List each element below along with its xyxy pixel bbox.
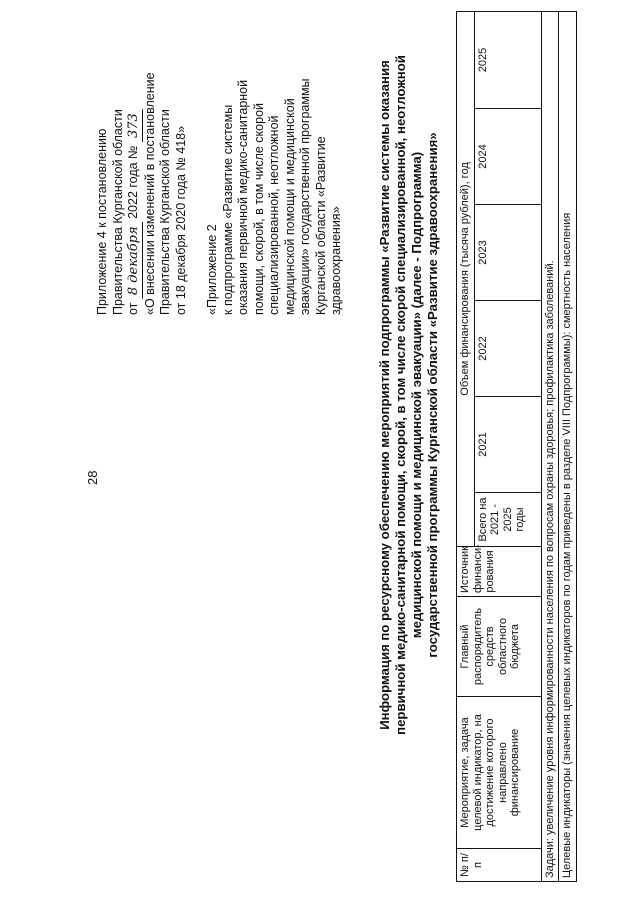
header-row-1 — [457, 11, 475, 881]
appendix2-line: помощи, скорой, в том числе скорой — [251, 103, 266, 315]
col-header-source: Источник финанси-рования — [457, 547, 542, 597]
appendix2-line: эвакуации» государственной программы — [298, 78, 312, 315]
appendix4-line: Правительства Курганской области — [158, 109, 172, 315]
col-header-manager: Главный распорядитель средств областного бюджета — [457, 597, 542, 697]
col-header-measure: Мероприятие, задача целевой индикатор, на достижение которого направлено финансирование — [457, 697, 542, 849]
title-line: государственной программы Курганской области «Развитие здравоохранения» — [425, 132, 440, 658]
handwritten-number: 373 — [126, 109, 143, 142]
appendix2-line: здравоохранения» — [329, 206, 343, 315]
col-header-year: 2025 — [474, 11, 541, 108]
page-number: 28 — [85, 470, 100, 485]
appendix4-line: «О внесении изменений в постановление — [142, 72, 157, 315]
title-line: Информация по ресурсному обеспечению мероприятий подпрограммы «Развитие системы оказания — [377, 60, 392, 730]
col-header-year: 2024 — [474, 109, 541, 205]
title-line: медицинской помощи и медицинской эвакуации» (далее - Подпрограмма) — [409, 151, 424, 639]
appendix2-line: к подпрограмме «Развитие системы — [220, 104, 235, 315]
appendix4-line: Приложение 4 к постановлению — [95, 128, 109, 315]
col-header-num: № п/п — [457, 849, 542, 882]
date-year: 2022 года № — [126, 145, 140, 219]
col-header-volume: Объем финансирования (тысяча рублей), год — [457, 11, 475, 546]
indicators-text: Целевые индикаторы (значения целевых индикаторов по годам приведены в разделе VIII Подпрограммы): смертность населения — [559, 11, 577, 881]
document-title — [377, 0, 441, 815]
appendix4-line: Правительства Курганской области — [110, 109, 125, 315]
tasks-row — [541, 11, 559, 881]
title-line: первичной медико-санитарной помощи, скорой, в том числе скорой специализированной, неотложной — [393, 55, 408, 735]
tasks-text: Задачи: увеличение уровня информированности населения по вопросам охраны здоровья; профилактика заболеваний. — [541, 11, 559, 881]
appendix4-date-line — [126, 5, 143, 315]
appendix2-line: Курганской области «Развитие — [313, 136, 328, 315]
appendix2-line: «Приложение 2 — [205, 224, 219, 315]
col-header-total: Всего на 2021 - 2025 годы — [474, 493, 541, 547]
appendix-2-header — [205, 15, 345, 315]
col-header-year: 2023 — [474, 205, 541, 301]
appendix2-line: специализированной, неотложной — [267, 115, 281, 315]
appendix2-line: медицинской помощи и медицинской — [282, 98, 297, 315]
appendix-4-header — [95, 5, 189, 315]
indicators-row — [559, 11, 577, 881]
col-header-year: 2021 — [474, 397, 541, 493]
col-header-year: 2022 — [474, 301, 541, 397]
handwritten-date: 8 декабря — [126, 222, 143, 299]
appendix4-line: от 18 декабря 2020 года № 418» — [173, 125, 188, 315]
financing-table — [456, 11, 577, 882]
date-prefix: от — [126, 302, 140, 315]
appendix2-line: оказания первичной медико-санитарной — [236, 79, 250, 315]
